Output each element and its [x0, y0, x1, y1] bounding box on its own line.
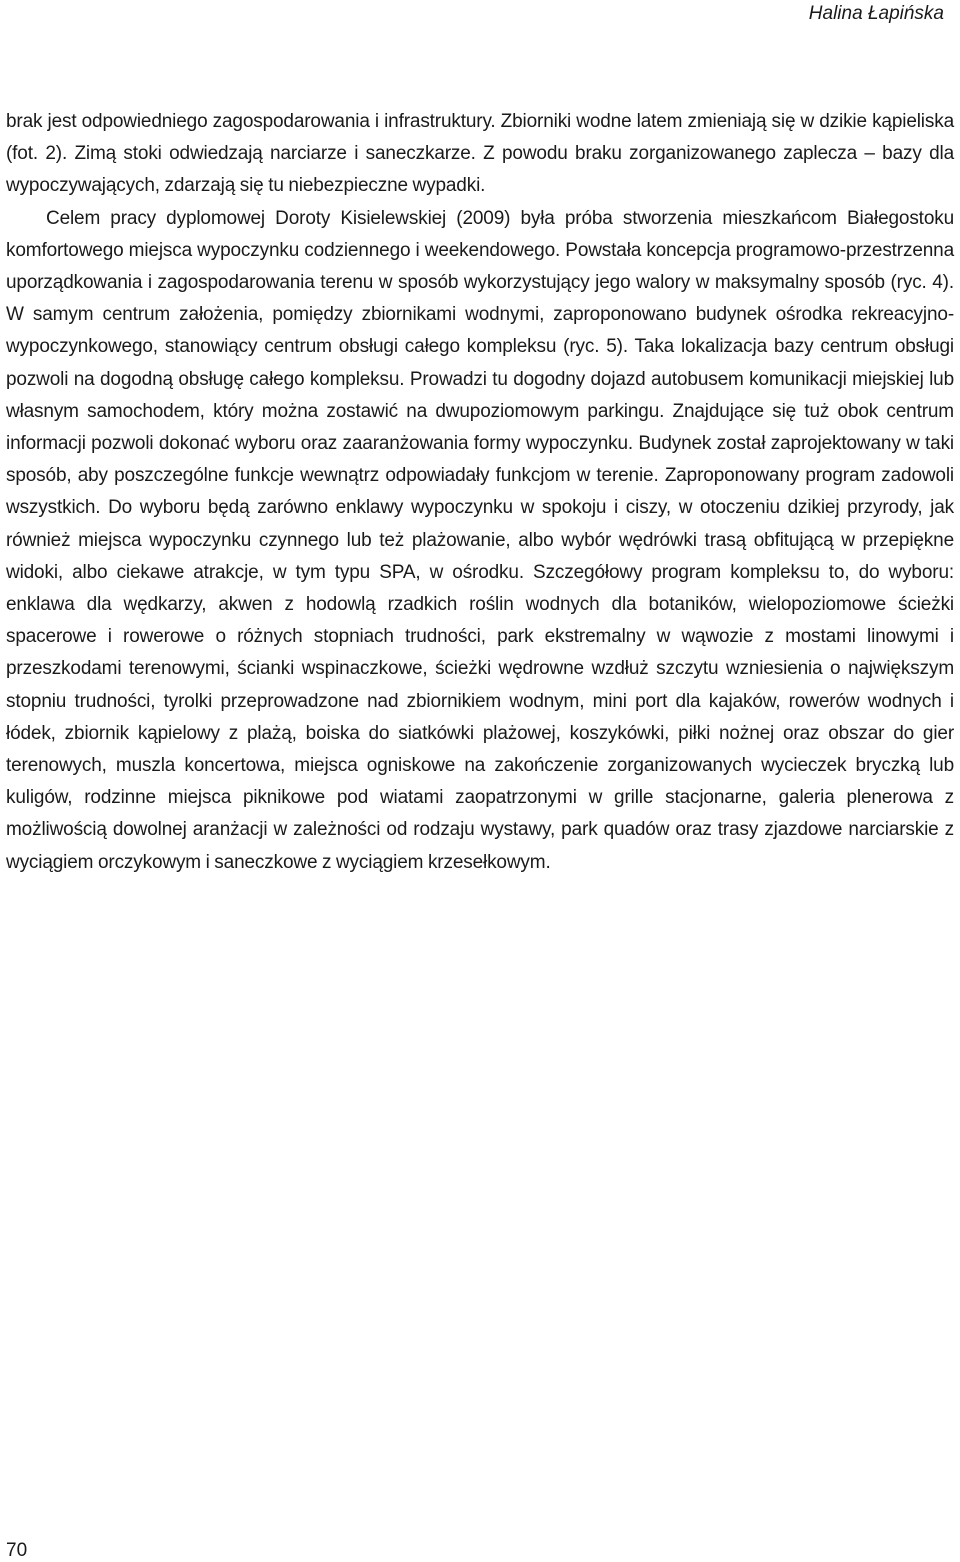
running-header-author: Halina Łapińska	[808, 3, 944, 24]
paragraph-thesis-concept: Celem pracy dyplomowej Doroty Kisielewskiej (2009) była próba stworzenia mieszkańcom Białegostoku komfortowego miejsca wypoczynku codziennego i weekendowego. Powstała koncepcja programowo-przestrzenna uporządkowania i zagospodarowania terenu w sposób wykorzystujący jego walory w maksymalny sposób (ryc. 4). W samym centrum założenia, pomiędzy zbiornikami wodnymi, zaproponowano budynek ośrodka rekreacyjno-wypoczynkowego, stanowiący centrum obsługi całego kompleksu (ryc. 5). Taka lokalizacja bazy centrum obsługi pozwoli na dogodną obsługę całego kompleksu. Prowadzi tu dogodny dojazd autobusem komunikacji miejskiej lub własnym samochodem, który można zostawić na dwupoziomowym parkingu. Znajdujące się tuż obok centrum informacji pozwoli dokonać wyboru oraz zaaranżowania formy wypoczynku. Budynek został zaprojektowany w taki sposób, aby poszczególne funkcje wewnątrz odpowiadały funkcjom w terenie. Zaproponowany program zadowoli wszystkich. Do wyboru będą zarówno enklawy wypoczynku w spokoju i ciszy, w otoczeniu dzikiej przyrody, jak również miejsca wypoczynku czynnego lub też plażowanie, albo wybór wędrówki trasą obfitującą w przepiękne widoki, albo ciekawe atrakcje, w tym typu SPA, w ośrodku. Szczegółowy program kompleksu to, do wyboru: enklawa dla wędkarzy, akwen z hodowlą rzadkich roślin wodnych dla botaników, wielopoziomowe ścieżki spacerowe i rowerowe o różnych stopniach trudności, park ekstremalny w wąwozie z mostami linowymi i przeszkodami terenowymi, ścianki wspinaczkowe, ścieżki wędrowne wzdłuż szczytu wzniesienia o największym stopniu trudności, tyrolki przeprowadzone nad zbiornikiem wodnym, mini port dla kajaków, rowerów wodnych i łódek, zbiornik kąpielowy z plażą, boiska do siatkówki plażowej, koszykówki, piłki nożnej oraz obszar do gier terenowych, muszla koncertowa, miejsca ogniskowe na zakończenie zorganizowanych wycieczek bryczką lub kuligów, rodzinne miejsca piknikowe pod wiatami zaopatrzonymi w grille stacjonarne, galeria plenerowa z możliwością dowolnej aranżacji w zależności od rodzaju wystawy, park quadów oraz trasy zjazdowe narciarskie z wyciągiem orczykowym i saneczkowe z wyciągiem krzesełkowym.	[6, 207, 954, 873]
article-body	[6, 106, 954, 879]
paragraph-continuation: brak jest odpowiedniego zagospodarowania i infrastruktury. Zbiorniki wodne latem zmieniają się w dzikie kąpieliska (fot. 2). Zimą stoki odwiedzają narciarze i saneczkarze. Z powodu braku zorganizowanego zaplecza – bazy dla wypoczywających, zdarzają się tu niebezpieczne wypadki.	[6, 111, 954, 197]
page-number: 70	[6, 1540, 28, 1561]
